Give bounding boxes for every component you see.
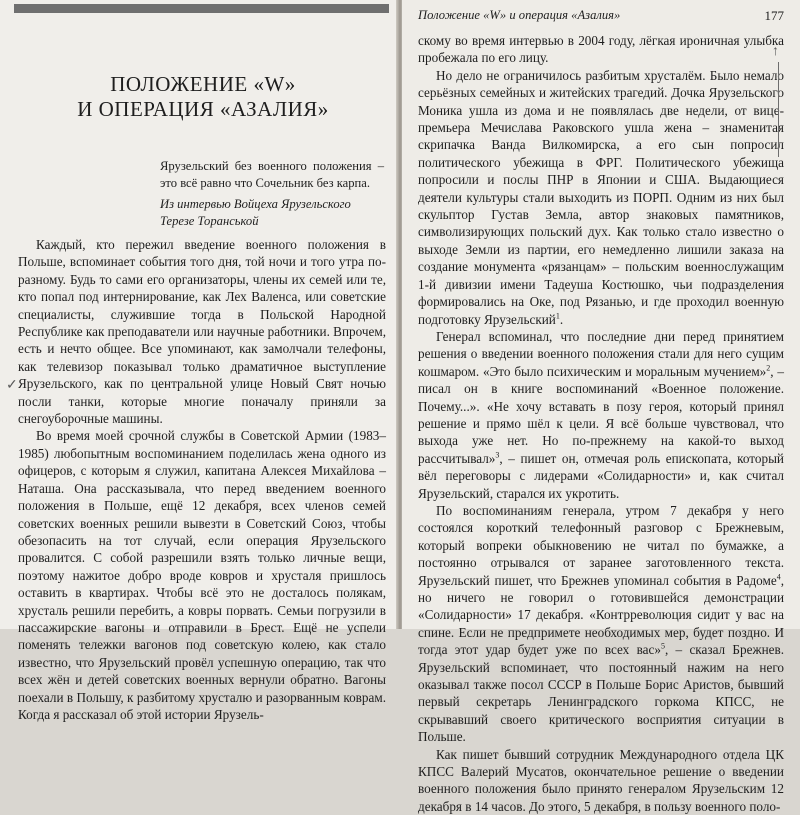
- paragraph-text: , – пишет он, отмечая роль епископата, который вёл переговоры с лидерами «Солидарности» и, как считал Ярузельский, старался их укротить.: [418, 450, 784, 501]
- chapter-title: [18, 72, 388, 122]
- paragraph-text: Генерал вспоминал, что последние дни перед принятием решения о введении военного положения стали для него сущим кошмаром. «Это было психическим и моральным мучением»: [418, 328, 784, 379]
- paragraph: Во время моей срочной службы в Советской Армии (1983–1985) любопытным воспоминанием поделилась жена одного из офицеров, с которым я служил, капитана Алексея Михайлова – Наташа. Она рассказывала, что перед введением военного положения в Польше, ещё 12 декабря, всех членов семей советских военных решили вывезти в Советский Союз, чтобы обезопасить на тот случай, если операция Ярузельского провалится. С собой разрешили взять только личные вещи, поэтому нажитое добро вроде ковров и хрусталя пришлось оставить в квартирах. Чтобы всё это не досталось полякам, хрусталь решили перебить, а ковры порвать. Семьи погрузили в пассажирские вагоны и отправили в Брест. Ещё не успели поменять тележки вагонов под советскую колею, как стало известно, что Ярузельский провёл успешную операцию, так что всех жён и детей советских военных вернули обратно. Вагоны поехали в Польшу, к разбитому хрусталю и разорванным коврам. Когда я рассказал об этой истории Ярузель-: [18, 428, 386, 722]
- page-top-band: [14, 4, 389, 13]
- running-header: [418, 8, 784, 23]
- paragraph: [418, 328, 784, 502]
- epigraph: Ярузельский без военного положения – это всё равно что Сочельник без карпа.: [160, 159, 384, 190]
- left-page: [0, 0, 398, 722]
- footnote-ref: 4: [776, 572, 781, 582]
- paragraph-text: , но ничего не говорил о готовившейся демонстрации «Солидарности» 17 декабря. «Контрреволюция сидит у вас на спине. Если не предпримете необходимых мер, будет поздно. И тогда этот удар будет уже по всех вас»: [418, 572, 784, 658]
- footnote-ref: 5: [660, 641, 665, 651]
- footnote-ref: 1: [555, 311, 560, 321]
- footnote-ref: 3: [495, 450, 500, 460]
- right-page: [402, 0, 800, 814]
- paragraph: [418, 502, 784, 746]
- chapter-title-line2: И ОПЕРАЦИЯ «АЗАЛИЯ»: [77, 97, 329, 121]
- paragraph-text: , – сказал Брежнев. Ярузельский вспоминает, что постоянный нажим на него оказывал также посол СССР в Польше Борис Аристов, бывший первый секретарь Ленинградского горкома КПСС, не скрывавший своего критического восприятия ситуации в Польше.: [418, 642, 785, 745]
- paragraph: Каждый, кто пережил введение военного положения в Польше, вспоминает события того дня, той ночи и того утра по-разному. Будь то сами его организаторы, члены их семей или те, кто попал под интернирование, как Лех Валенса, или советские специалисты, служившие тогда в Польской Народной Республике как преподаватели или научные работники. Впрочем, есть и нечто общее. Все упоминают, как замолчали телефоны, как телевизор показывал только драматичное выступление Ярузельского, как по центральной улице Новый Свят ночью посли танки, которые многие поначалу приняли за снегоуборочные машины.: [18, 237, 387, 427]
- running-title: Положение «W» и операция «Азалия»: [418, 8, 621, 22]
- footnote-ref: 2: [766, 363, 771, 373]
- paragraph-text: По воспоминаниям генерала, утром 7 декабря у него состоялся короткий телефонный разговор с Брежневым, который вопреки обыкновению не читал по бумажке, а постоянно отрывался от заранее заготовленного текста. Ярузельский пишет, что Брежнев упоминал события в Радоме: [418, 502, 784, 588]
- paragraph: скому во время интервью в 2004 году, лёгкая ироничная улыбка пробежала по его лицу.: [418, 33, 784, 66]
- paragraph-text: , – писал он в книге воспоминаний «Военное положение. Почему...». «Не хочу вставать в позу героя, который принял решение и прямо шёл к цели. Я всё больше чувствовал, что выхода уже нет. Но по-прежнему на какой-то выход рассчитывал»: [418, 363, 785, 466]
- paragraph: Но дело не ограничилось разбитым хрусталём. Было немало серьёзных семейных и житейских трагедий. Дочка Ярузельского Моника ушла из дома и не появлялась две недели, от вице-премьера Мечислава Раковского ушла жена – знаменитая скрипачка Ванда Вилкомирска, а его сын попросил политического убежища в ФРГ. Политического убежища попросили и послы ПНР в Японии и США. Выдающиеся деятели культуры стали выходить из ПОРП. Одним из них был скульптор Густав Земла, автор знаковых памятников, символизирующих польский дух. Как только стало известно о выходе Земли из партии, его немедленно лишили заказа на создание монумента «рязанцам» – польским военнослужащим 1-й дивизии имени Тадеуша Костюшко, чьи подразделения формировались на Оке, под Рязанью, и где проходил военную подготовку Ярузельский$^1$.: [418, 67, 784, 327]
- pencil-check-mark: ✓: [6, 378, 18, 393]
- right-body-text: [418, 32, 784, 815]
- page-number: 177: [764, 8, 784, 23]
- paragraph-text: Но дело не ограничилось разбитым хрусталём. Было немало серьёзных семейных и житейских трагедий. Дочка Ярузельского Моника ушла из дома и не появлялась две недели, от вице-премьера Мечислава Раковского ушла жена – знаменитая скрипачка Ванда Вилкомирска, а его сын попросил политического убежища в ФРГ. Политического убежища попросили и послы ПНР в Японии и США. Выдающиеся деятели культуры стали выходить из ПОРП. Одним из них был скульптор Густав Земла, автор знаковых памятников, символизирующих польский дух. Как только стало известно о выходе Земли из партии, его немедленно лишили заказа на создание монумента «рязанцам» – польским военнослужащим 1-й дивизии имени Тадеуша Костюшко, чьи подразделения формировались на Оке, под Рязанью, и где проходил военную подготовку Ярузельский: [418, 67, 784, 327]
- epigraph-source: Из интервью Войцеха Ярузельского Терезе Торанськой: [160, 197, 351, 228]
- paragraph: Как пишет бывший сотрудник Международного отдела ЦК КПСС Валерий Мусатов, окончательное решение о введении военного положения было принято генералом Ярузельским 12 декабря в 14 часов. До этого, 5 декабря, в пользу военного поло-: [418, 746, 784, 814]
- pencil-arrow-mark: ↑: [772, 44, 779, 59]
- left-body-text: [18, 236, 386, 723]
- chapter-title-line1: ПОЛОЖЕНИЕ «W»: [110, 72, 296, 96]
- pencil-margin-bracket: [778, 62, 779, 157]
